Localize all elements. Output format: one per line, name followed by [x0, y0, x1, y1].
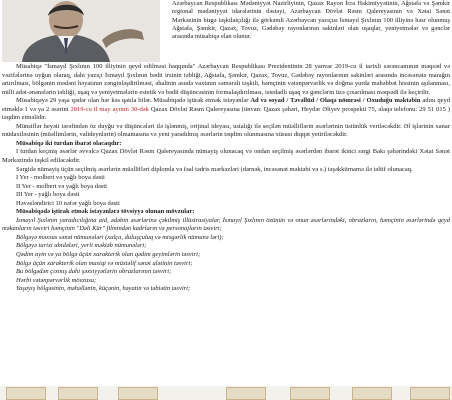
- paint-product-image: [118, 387, 158, 400]
- paragraph-jury: Münsiflər heyəti tərəfindən öz duyğu və düşüncələri ilə işlənmiş, orijinal ideyası, ustalığı ilə seçilən müəlliflərin əsərlərinin üstünlük veriləcəkdir. Əl işlərinin xanar müdaxiləsinin (müəllimlərin, valideynlərin) olmamasına və yeni yaradılmış əsərlərin təqdim olunmasına xüsusi diqqət yetiriləcəkdir.: [2, 122, 450, 139]
- article-body: [2, 63, 450, 294]
- header: [0, 0, 452, 62]
- paragraph-participation: Müsabiqəyə 29 yaşa qədər olan hər kəs qatıla bilər. Müsabiqədə iştirak etmək istəyənlər Ad və soyad / Təvəllüd / Olaqə nömrəsi / Oxuduğu məktəbin adını qeyd etməklə 1 və ya 2 əsərini 2019-cu il may ayının 30-dək Qazax Dövlət Rəsm Qalereyasına (ünvan: Qazax şəhəri, Heydər Əliyev prospekti 75, əlaqə telefonu: 29 51 015 ) təqdim etməlidir.: [2, 97, 451, 122]
- paint-product-image: [58, 387, 98, 400]
- paragraph-rounds: I turdan keçmiş əsərlər əvvəlcə Qazax Dövlət Rəsm Qalereyasında nümayiş olunacaq və ondan seçilmiş əsərlərdən ibarət ikinci sərgi Bakı şəhərindəki Xətai Sənət Mərkəzində təşkil ediləcəkdir.: [2, 148, 450, 165]
- prize-item: I Yer - molbert və yağlı boya dəsti: [16, 174, 105, 182]
- heading-rounds: Müsabiqə iki turdan ibarət olacaqdır:: [16, 139, 122, 147]
- paragraph-purpose: Müsabiqə "İsmayıl Şıxlının 100 illiyinin qeyd edilməsi haqqında" Azərbaycan Respublikası Prezidentinin 28 yanvar 2019-cu il tarixli sərəncamının məqsəd və vəzifələrinə uyğun olaraq, dahi yazıçı İsmayıl Şıxlının bədii irsinin təbliği, Ağstafa, Şəmkir, Qazax, Tovuz, Gədəbəy rayonlarının sakinləri arasında incəsənətə marağın artırılması, bölgənin mədəni həyatının zənginləşdirilməsi, əhalinin asudə vaxtının səmərəli təşkili, həmçinin vətənpərvərlik və doğma yurda məhəbbət hissinin aşılanması, milli adət-ənənələrin təbliği, uşaq və yeniyetmələrin estetik və bədii düşüncəsinin formalaşdırılması, istedadlı uşaq və gənclərin üzə çıxarılması məqsədi ilə keçirilir.: [2, 63, 450, 96]
- prize-list: [2, 174, 450, 208]
- paragraph-awards: Sərgidə nümayiş üçün seçilmiş əsərlərin müəllifləri diplomla və fəal tədris mərkəzləri (dərnək, incəsənət məktəbi və s.) təşəkkürnamə ilə təltif olunacaq.: [16, 165, 413, 173]
- author-portrait: [2, 0, 160, 62]
- paint-product-image: [410, 387, 450, 400]
- paint-product-image: [226, 387, 266, 400]
- topics-intro: İsmayıl Şıxlının yaradıcılığına aid, ədəbin əsərlərinə çəkilmiş illüstrasiyalar, İsmayıl Şıxlının özünün və onun əsərlərindəki, obrazların, həmçinin əsərlərində qeyd məkanların təsviri həmçinin "Dəli Kür" filmindən kadrların və personajların təsviri;: [2, 216, 450, 233]
- deadline-text: 2019-cu il may ayının 30-dək: [70, 105, 149, 113]
- paint-product-image: [352, 387, 392, 400]
- topic-item: Bölgəyə tarixi abidələri, yerli məktəb nümunələri;: [16, 242, 147, 250]
- paint-product-image: [6, 387, 46, 400]
- topic-item: Bölgə üçün xarakterik olan musiqi və müxtəlif sənət alətinin təsviri;: [16, 259, 193, 267]
- prize-item: Həvəsləndirici 10 nəfər yağlı boya dəsti: [16, 199, 120, 207]
- prize-item: III Yer - yağlı boya dəsti: [16, 191, 80, 199]
- topics-list: [2, 234, 450, 294]
- topic-item: Bölgəyə məxsus sənət nümunələri (xalça, duluşçuluq və misgərlik nümunə ləri);: [16, 233, 224, 241]
- paint-product-image: [290, 387, 330, 400]
- heading-topics: Müsabiqədə iştirak etmək istəyənlərə tövsiyyə olunan mövzular:: [16, 208, 195, 216]
- topic-item: Yaşayış bölgəsinin, məhəllənin, küçənin, həyatın və təbiətin təsviri;: [16, 285, 191, 293]
- topic-item: Qədim ayin və ya bölgə üçün xarakterik olan qədim geyimlərin təsviri;: [16, 251, 201, 259]
- topic-item: Bu bölgədən çıxmış dahi şəxsiyyətlərin obrazlarının təsviri;: [16, 268, 172, 276]
- intro-text: Azərbaycan Respublikası Mədəniyyət Nazirliyinin, Qazax Rayon İcra Hakimiyyətinin, Ağstafa və Şəmkir regional mədəniyyət idarələrinin dəstəyi, Azərbaycan Dövlət Rəsm Qalereyasının və Xətai Sənət Mərkəzinin birgə təşkilatçılığı ilə görkəmli Azərbaycan yazıçısı İsmayıl Şıxlının 100 illiyinə həsr olunmuş Ağstafa, Şəmkir, Qazax, Tovuz, Gədəbəy rayonlarının sakinləri olan uşaqlar, yeniyetmələr və gənclər arasında müsabiqə elan olunur.: [172, 0, 450, 41]
- topic-item: Hərbi vətənpərvərlik mövzusu;: [16, 276, 97, 284]
- prize-item: II Yer - molbert və yağlı boya dəsti: [16, 182, 107, 190]
